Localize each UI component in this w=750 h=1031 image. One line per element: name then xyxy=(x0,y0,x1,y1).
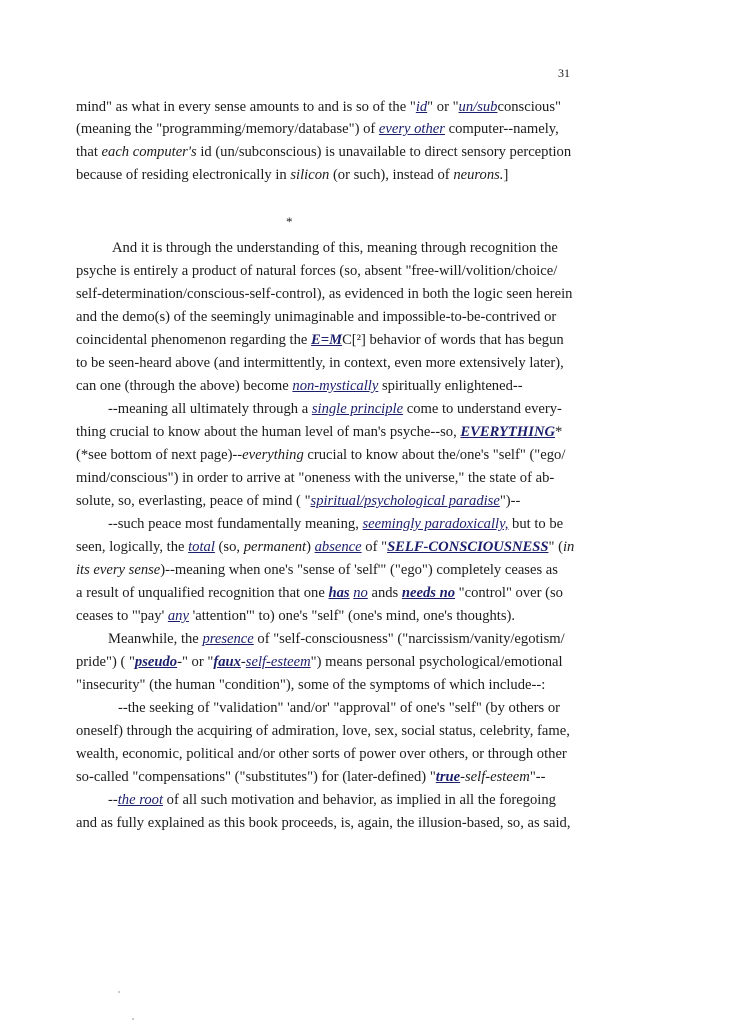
text-run: id (un/subconscious) is unavailable to direct sensory perception xyxy=(196,144,572,160)
text-run: self-esteem xyxy=(245,654,311,670)
text-run: (*see bottom of next page)-- xyxy=(76,447,243,463)
text-line xyxy=(76,814,570,832)
text-run: psyche is entirely a product of natural forces (so, absent "free-will/volition/choice/ xyxy=(76,263,558,279)
text-run: self-esteem xyxy=(464,769,530,785)
text-line xyxy=(76,423,562,441)
text-run: silicon xyxy=(290,167,330,183)
text-run: come to understand every- xyxy=(403,401,562,417)
text-run: presence xyxy=(202,631,254,647)
text-run: ands xyxy=(367,585,402,601)
text-run: 'attention'" to) one's "self" (one's mind, one's thoughts). xyxy=(188,608,516,624)
text-line xyxy=(108,400,562,418)
page-number: 31 xyxy=(558,66,570,80)
text-run: faux xyxy=(213,654,241,670)
text-run: spiritually enlightened-- xyxy=(378,378,523,394)
text-line xyxy=(76,607,515,625)
text-line xyxy=(76,538,574,556)
scan-speck xyxy=(118,991,120,993)
text-run: to be seen-heard above (and intermittently, in context, even more extensively later), xyxy=(76,355,564,371)
text-line xyxy=(76,143,571,161)
text-line xyxy=(76,331,564,349)
text-run: of " xyxy=(361,539,388,555)
text-run: of "self-consciousness" ("narcissism/vanity/egotism/ xyxy=(253,631,565,647)
text-line xyxy=(76,120,559,138)
text-run: that xyxy=(76,144,102,160)
text-run: but to be xyxy=(508,516,564,532)
text-line xyxy=(76,676,545,694)
text-line xyxy=(76,262,557,280)
text-run: each computer's xyxy=(101,144,197,160)
text-run: of all such motivation and behavior, as implied in all the foregoing xyxy=(163,792,556,808)
text-run: and the demo(s) of the seemingly unimaginable and impossible-to-be-contrived or xyxy=(76,309,557,325)
text-run: spiritual/psychological paradise xyxy=(310,493,500,509)
text-run: SELF-CONSCIOUSNESS xyxy=(387,539,549,555)
text-run: non-mystically xyxy=(292,378,379,394)
text-line xyxy=(76,653,563,671)
text-run: --meaning all ultimately through a xyxy=(108,401,312,417)
text-line xyxy=(76,166,508,184)
text-run: (or such), instead of xyxy=(329,167,454,183)
text-run: can one (through the above) become xyxy=(76,378,293,394)
text-run: so-called "compensations" ("substitutes") for (later-defined) " xyxy=(76,769,436,785)
text-line xyxy=(76,377,523,395)
text-line xyxy=(76,722,570,740)
text-run: Meanwhile, the xyxy=(108,631,203,647)
text-line xyxy=(76,492,520,510)
text-run: no xyxy=(353,585,368,601)
text-line xyxy=(108,791,556,809)
text-line xyxy=(112,239,558,257)
text-run: --the seeking of "validation" 'and/or' "approval" of one's "self" (by others or xyxy=(118,700,561,716)
text-run: total xyxy=(188,539,215,555)
text-line xyxy=(76,768,546,786)
text-run: C[²] behavior of words that has begun xyxy=(342,332,564,348)
text-run: because of residing electronically in xyxy=(76,167,291,183)
text-run: thing crucial to know about the human level of man's psyche--so, xyxy=(76,424,461,440)
text-run: seen, logically, the xyxy=(76,539,189,555)
text-run: "-- xyxy=(529,769,546,785)
text-run: "control" over (so xyxy=(455,585,563,601)
text-run: EVERYTHING xyxy=(460,424,556,440)
text-run: computer--namely, xyxy=(444,121,559,137)
text-run: id xyxy=(415,99,428,115)
text-run: true xyxy=(435,769,461,785)
text-run: oneself) through the acquiring of admiration, love, sex, social status, celebrity, fame, xyxy=(76,723,570,739)
text-line xyxy=(76,98,561,116)
text-line xyxy=(108,515,563,533)
text-run: * xyxy=(555,424,563,440)
text-run: neurons. xyxy=(453,167,504,183)
text-run: pseudo xyxy=(134,654,178,670)
text-line xyxy=(76,561,558,579)
text-run: ) xyxy=(306,539,315,555)
text-run: everything xyxy=(242,447,304,463)
text-run: (so, xyxy=(214,539,244,555)
text-line xyxy=(76,584,563,602)
text-run: ") means personal psychological/emotional xyxy=(310,654,563,670)
text-run: the root xyxy=(117,792,163,808)
text-run: mind" as what in every sense amounts to and is so of the " xyxy=(76,99,416,115)
text-run: E=M xyxy=(311,332,343,348)
text-run: self-determination/conscious-self-control), as evidenced in both the logic seen herein xyxy=(76,286,573,302)
text-line xyxy=(76,308,556,326)
text-run: needs no xyxy=(401,585,455,601)
text-line xyxy=(76,285,572,303)
text-run: -- xyxy=(108,792,118,808)
text-run: its every sense xyxy=(76,562,161,578)
text-run: and as fully explained as this book proceeds, is, again, the illusion-based, so, as said, xyxy=(76,815,571,831)
text-line xyxy=(118,699,560,717)
text-run: ceases to "'pay' xyxy=(76,608,168,624)
text-run: a result of unqualified recognition that one xyxy=(76,585,329,601)
text-run: )--meaning when one's "sense of 'self'" ("ego") completely ceases as xyxy=(160,562,558,578)
text-line xyxy=(76,446,565,464)
text-run: (meaning the "programming/memory/database") of xyxy=(76,121,379,137)
text-run: " ( xyxy=(548,539,563,555)
text-run: seemingly paradoxically, xyxy=(362,516,509,532)
text-line xyxy=(76,469,554,487)
text-run: absence xyxy=(314,539,362,555)
text-run: And it is through the understanding of this, meaning through recognition the xyxy=(112,240,558,256)
text-run: every other xyxy=(378,121,445,137)
text-run: pride") ( " xyxy=(76,654,135,670)
text-line xyxy=(76,354,564,372)
text-line xyxy=(76,745,567,763)
text-run: solute, so, everlasting, peace of mind ( " xyxy=(76,493,311,509)
text-run: - xyxy=(460,769,465,785)
text-run: crucial to know about the/one's "self" ("ego/ xyxy=(303,447,566,463)
text-run: conscious" xyxy=(497,99,561,115)
text-run: "insecurity" (the human "condition"), some of the symptoms of which include--: xyxy=(76,677,546,693)
text-run: --such peace most fundamentally meaning, xyxy=(108,516,363,532)
text-line xyxy=(108,630,565,648)
text-run: ] xyxy=(503,167,509,183)
scan-speck xyxy=(132,1018,134,1020)
text-run: " or " xyxy=(427,99,459,115)
text-run: mind/conscious") in order to arrive at "oneness with the universe," the state of ab- xyxy=(76,470,555,486)
text-run: single principle xyxy=(311,401,404,417)
text-run: - xyxy=(240,654,246,670)
text-run: ")-- xyxy=(499,493,521,509)
text-run: -" or " xyxy=(177,654,214,670)
text-run: un/sub xyxy=(458,99,498,115)
text-run: wealth, economic, political and/or other sorts of power over others, or through other xyxy=(76,746,567,762)
text-run: in xyxy=(562,539,575,555)
text-run: any xyxy=(167,608,189,624)
text-run: has xyxy=(328,585,350,601)
section-separator: * xyxy=(286,214,293,229)
text-run: permanent xyxy=(243,539,307,555)
text-run: coincidental phenomenon regarding the xyxy=(76,332,312,348)
